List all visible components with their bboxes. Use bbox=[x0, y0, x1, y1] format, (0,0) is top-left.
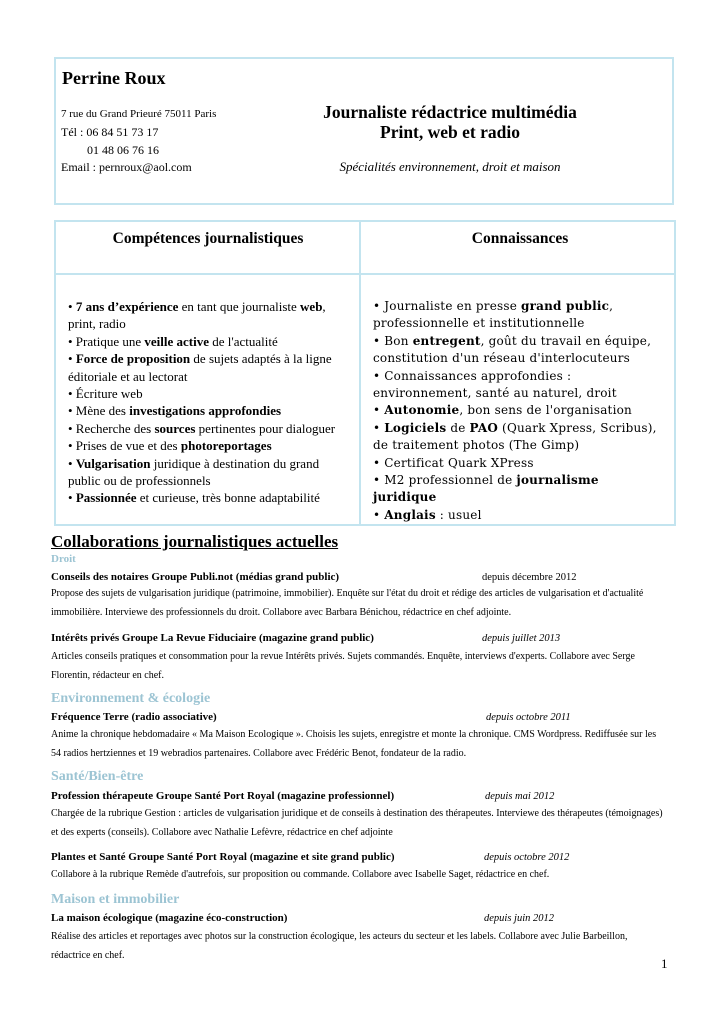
list-item bbox=[68, 350, 352, 385]
text: juridique à destination du grand public ou de professionnels bbox=[68, 455, 320, 489]
bold-text: PAO bbox=[469, 420, 499, 435]
category-droit: Droit bbox=[51, 553, 76, 565]
text: pertinentes pour dialoguer bbox=[195, 420, 336, 436]
bold-text: Vulgarisation bbox=[75, 455, 151, 471]
entry-date: depuis juillet 2013 bbox=[482, 633, 561, 644]
text: • bbox=[373, 507, 385, 522]
list-item bbox=[68, 333, 352, 350]
bold-text: grand public bbox=[521, 299, 610, 313]
bold-text: Autonomie bbox=[384, 403, 460, 418]
email: Email : pernroux@aol.com bbox=[61, 160, 192, 174]
column-divider bbox=[359, 222, 361, 524]
category-maison: Maison et immobilier bbox=[51, 892, 180, 907]
bold-text: 7 ans d’expérience bbox=[75, 299, 179, 314]
category-sante: Santé/Bien-être bbox=[51, 769, 144, 784]
text: • bbox=[373, 420, 385, 435]
list-item bbox=[68, 402, 352, 419]
list-item bbox=[373, 333, 663, 368]
bold-text: entregent bbox=[412, 333, 481, 348]
list-item bbox=[373, 402, 663, 419]
job-title: Journaliste rédactrice multimédia bbox=[323, 102, 577, 122]
list-item bbox=[373, 472, 663, 507]
text: • bbox=[68, 455, 76, 471]
entry-date: depuis octobre 2011 bbox=[486, 712, 571, 723]
category-environnement: Environnement & écologie bbox=[51, 691, 211, 706]
bold-text: Force de proposition bbox=[75, 351, 191, 367]
text: • bbox=[68, 299, 76, 314]
skills-heading: Compétences journalistiques bbox=[112, 230, 304, 247]
bold-text: journalisme juridique bbox=[373, 473, 599, 505]
entry-body: Propose des sujets de vulgarisation juridique (patrimoine, immobilier). Enquête sur l'état du droit et rédige des articles de vulgarisation et d'actualité immobilière. Interviewe des professionnels du droit. Collabore avec Barbara Bénichou, rédactrice en chef adjointe. bbox=[51, 588, 644, 618]
section-title: Collaborations journalistiques actuelles bbox=[51, 532, 339, 551]
list-item bbox=[68, 420, 352, 437]
text: (Quark Xpress, Scribus), de traitement photos (The Gimp) bbox=[373, 420, 657, 453]
list-item bbox=[373, 455, 663, 472]
text: de bbox=[446, 420, 470, 435]
text: • Prises de vue et des bbox=[68, 438, 181, 454]
list-item bbox=[373, 298, 663, 333]
entry-date: depuis octobre 2012 bbox=[484, 852, 570, 863]
text: , bon sens de l'organisation bbox=[459, 403, 632, 418]
page-number: 1 bbox=[661, 956, 668, 971]
text: • Certificat Quark XPress bbox=[373, 455, 534, 470]
bold-text: Logiciels bbox=[384, 420, 447, 435]
entry-body: Réalise des articles et reportages avec photos sur la construction écologique, les acteurs du secteur et les labels. Collabore avec Julie Barbeillon, rédactrice en chef. bbox=[51, 931, 628, 961]
entry-title: Fréquence Terre (radio associative) bbox=[51, 711, 217, 723]
list-item bbox=[68, 489, 352, 506]
bold-text: investigations approfondies bbox=[129, 403, 282, 419]
entry-date: depuis mai 2012 bbox=[485, 791, 555, 802]
entry-title: Profession thérapeute Groupe Santé Port Royal (magazine professionnel) bbox=[51, 790, 395, 802]
entry-title: Conseils des notaires Groupe Publi.not (médias grand public) bbox=[51, 571, 340, 583]
list-item bbox=[68, 298, 352, 333]
entry-body: Articles conseils pratiques et consommation pour la revue Intérêts privés. Sujets commandés. Enquête, interviews d'experts. Collabore avec Serge Florentin, rédacteur en chef. bbox=[51, 651, 635, 681]
text: , professionnelle et institutionnelle bbox=[373, 299, 614, 331]
text: : usuel bbox=[435, 507, 482, 522]
list-item bbox=[68, 385, 352, 402]
text: • M2 professionnel de bbox=[373, 473, 517, 488]
text: • Bon bbox=[373, 333, 413, 348]
text: • bbox=[373, 403, 385, 418]
list-item bbox=[68, 437, 352, 454]
bold-text: photoreportages bbox=[180, 438, 272, 454]
text: • bbox=[68, 490, 76, 506]
list-item bbox=[373, 368, 663, 403]
text: • Mène des bbox=[68, 403, 130, 419]
text: , goût du travail en équipe, constitution d'un réseau d'interlocuteurs bbox=[373, 333, 652, 366]
entry-body: Anime la chronique hebdomadaire « Ma Maison Ecologique ». Choisis les sujets, enregistre et monte la chronique. CMS Wordpress. Rediffusée sur les 54 radios hertziennes et 19 webradios partenaires. Collabore avec Frédéric Benot, fondateur de la radio. bbox=[51, 729, 657, 759]
entry-title: Intérêts privés Groupe La Revue Fiduciaire (magazine grand public) bbox=[51, 632, 374, 644]
text: • Écriture web bbox=[68, 386, 143, 402]
job-subtitle: Print, web et radio bbox=[380, 122, 520, 142]
bold-text: Passionnée bbox=[75, 490, 137, 506]
skills-list bbox=[68, 298, 352, 507]
entry-title: Plantes et Santé Groupe Santé Port Royal (magazine et site grand public) bbox=[51, 851, 395, 863]
phone-mobile: Tél : 06 84 51 73 17 bbox=[61, 125, 159, 139]
text: en tant que journaliste bbox=[178, 299, 301, 314]
entry-date: depuis juin 2012 bbox=[484, 913, 554, 924]
specialties: Spécialités environnement, droit et maison bbox=[339, 159, 561, 174]
text: de l'actualité bbox=[209, 333, 278, 349]
list-item bbox=[373, 507, 663, 524]
entry-body: Chargée de la rubrique Gestion : articles de vulgarisation juridique et de conseils à destination des thérapeutes. Interviewe des thérapeutes (témoignages) et des experts (conseils). Collabore avec Nathalie Lefèvre, rédactrice en chef adjointe bbox=[51, 808, 663, 838]
text: • bbox=[68, 351, 76, 367]
text: • Journaliste en presse bbox=[373, 299, 522, 313]
text: de sujets adaptés à la ligne éditoriale et au lectorat bbox=[68, 351, 332, 384]
knowledge-heading: Connaissances bbox=[471, 230, 569, 247]
text: • Recherche des bbox=[68, 420, 155, 436]
bold-text: sources bbox=[154, 420, 196, 436]
entry-date: depuis décembre 2012 bbox=[482, 572, 577, 583]
table-divider bbox=[56, 273, 674, 275]
bold-text: veille active bbox=[144, 333, 210, 349]
bold-text: web bbox=[300, 299, 323, 314]
phone-landline: 01 48 06 76 16 bbox=[87, 143, 159, 157]
entry-body: Collabore à la rubrique Remède d'autrefois, sur proposition ou commande. Collabore avec Isabelle Saget, rédactrice en chef. bbox=[51, 869, 550, 880]
entry-title: La maison écologique (magazine éco-construction) bbox=[51, 912, 288, 924]
text: , print, radio bbox=[68, 299, 326, 332]
text: • Connaissances approfondies : environnement, santé au naturel, droit bbox=[373, 368, 617, 401]
text: et curieuse, très bonne adaptabilité bbox=[136, 490, 320, 506]
list-item bbox=[68, 455, 352, 490]
bold-text: Anglais bbox=[384, 507, 436, 522]
address: 7 rue du Grand Prieuré 75011 Paris bbox=[61, 108, 217, 120]
list-item bbox=[373, 420, 663, 455]
candidate-name: Perrine Roux bbox=[62, 68, 166, 88]
knowledge-list bbox=[373, 298, 663, 524]
text: • Pratique une bbox=[68, 333, 145, 349]
